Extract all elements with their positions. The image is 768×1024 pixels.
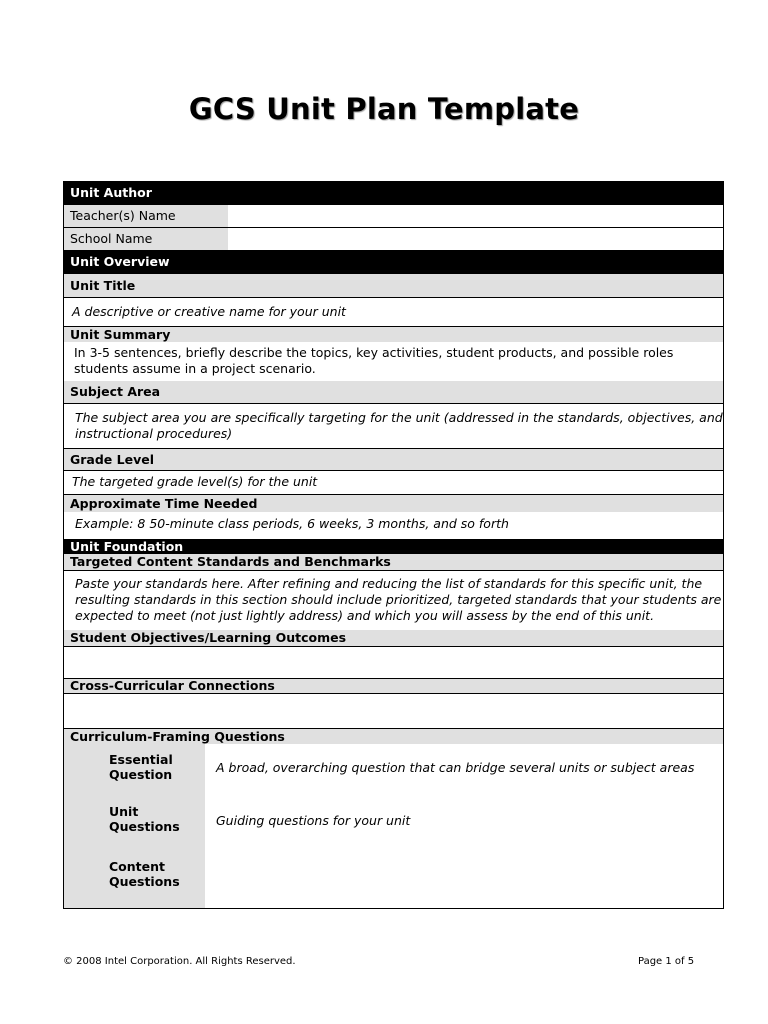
teachers-name-field[interactable] [228, 205, 723, 227]
school-name-label: School Name [64, 228, 228, 250]
unit-summary-hint: In 3-5 sentences, briefly describe the topics, key activities, student products, and possible roles students assume in a project scenario. [74, 345, 674, 376]
grade-level-hint: The targeted grade level(s) for the unit [72, 474, 318, 489]
grade-level-label: Grade Level [64, 449, 723, 471]
grade-level-field[interactable] [64, 471, 723, 495]
time-needed-label: Approximate Time Needed [64, 495, 723, 512]
cross-curricular-field[interactable] [64, 694, 723, 729]
unit-overview-header: Unit Overview [64, 250, 723, 274]
unit-title-hint: A descriptive or creative name for your unit [72, 304, 346, 319]
time-needed-field[interactable] [64, 512, 723, 539]
time-needed-hint: Example: 8 50-minute class periods, 6 weeks, 3 months, and so forth [75, 516, 509, 531]
essential-question-label: Essential Question [109, 752, 173, 782]
subject-area-label: Subject Area [64, 381, 723, 404]
unit-plan-form [63, 181, 724, 909]
unit-summary-label: Unit Summary [64, 327, 723, 342]
teachers-name-row [64, 205, 723, 228]
unit-title-label: Unit Title [64, 274, 723, 298]
framing-questions-label: Curriculum-Framing Questions [64, 729, 723, 744]
framing-questions-area [64, 744, 723, 908]
subject-area-hint: The subject area you are specifically targeting for the unit (addressed in the standards, objectives, and instructional procedures) [75, 410, 723, 441]
cross-curricular-label: Cross-Curricular Connections [64, 679, 723, 694]
unit-summary-field[interactable] [64, 342, 723, 381]
objectives-field[interactable] [64, 647, 723, 679]
unit-questions-hint: Guiding questions for your unit [216, 813, 411, 828]
copyright-text: © 2008 Intel Corporation. All Rights Reserved. [63, 956, 296, 967]
unit-author-header: Unit Author [64, 181, 723, 205]
unit-questions-label: Unit Questions [109, 804, 180, 834]
school-name-row [64, 228, 723, 250]
content-questions-label: Content Questions [109, 859, 180, 889]
subject-area-field[interactable] [64, 404, 723, 449]
standards-field[interactable] [64, 571, 723, 630]
page-number: Page 1 of 5 [638, 956, 695, 967]
page-title: GCS Unit Plan Template [188, 92, 580, 126]
unit-foundation-header: Unit Foundation [64, 539, 723, 554]
essential-question-hint: A broad, overarching question that can bridge several units or subject areas [216, 760, 695, 775]
standards-hint: Paste your standards here. After refining and reducing the list of standards for this specific unit, the resulting standards in this section should include prioritized, targeted standards that your students are expected to meet (not just lightly address) and which you will assess by the end of this unit. [75, 576, 722, 623]
school-name-field[interactable] [228, 228, 723, 250]
teachers-name-label: Teacher(s) Name [64, 205, 228, 227]
unit-title-field[interactable] [64, 298, 723, 327]
framing-question-labels [64, 744, 205, 908]
objectives-label: Student Objectives/Learning Outcomes [64, 630, 723, 647]
framing-question-fields[interactable] [205, 744, 723, 908]
standards-label: Targeted Content Standards and Benchmarks [64, 554, 723, 571]
